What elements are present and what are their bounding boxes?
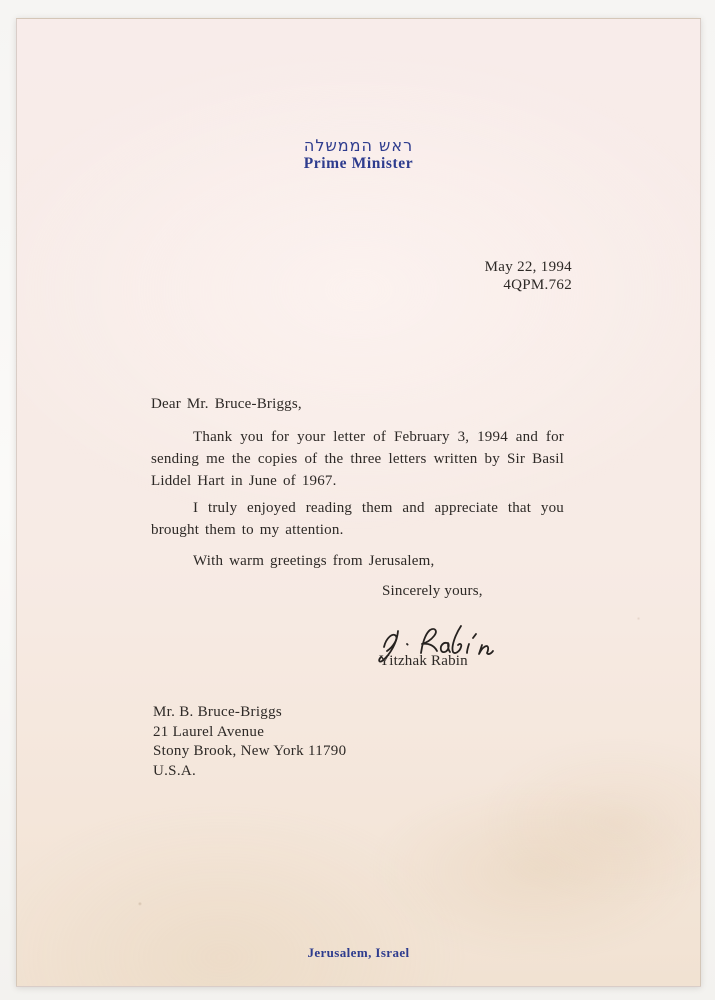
recipient-street: 21 Laurel Avenue	[153, 723, 265, 740]
letterhead-hebrew-title: ראש הממשלה	[303, 136, 414, 155]
letter-date: May 22, 1994	[484, 259, 572, 275]
paragraph-2: I truly enjoyed reading them and appreciate that you brought them to my attention.	[151, 500, 564, 538]
signatory-name: Yitzhak Rabin	[379, 653, 468, 669]
reference-number: 4QPM.762	[503, 277, 572, 293]
letterhead-english-title: Prime Minister	[303, 155, 414, 172]
paragraph-1: Thank you for your letter of February 3, 1994 and for sending me the copies of the three letters written by Sir Basil Liddel Hart in June of 1967.	[151, 429, 564, 489]
footer-location: Jerusalem, Israel	[307, 945, 410, 960]
paragraph-3: With warm greetings from Jerusalem,	[193, 553, 435, 569]
recipient-country: U.S.A.	[153, 762, 197, 779]
recipient-name: Mr. B. Bruce-Briggs	[153, 704, 283, 720]
recipient-address	[153, 703, 346, 781]
salutation: Dear Mr. Bruce-Briggs,	[151, 396, 302, 412]
letterhead	[17, 137, 700, 172]
letter-paper	[16, 18, 701, 987]
recipient-city: Stony Brook, New York 11790	[153, 743, 347, 759]
date-block	[472, 258, 572, 294]
closing-phrase: Sincerely yours,	[382, 583, 483, 599]
letter-body	[151, 393, 564, 572]
